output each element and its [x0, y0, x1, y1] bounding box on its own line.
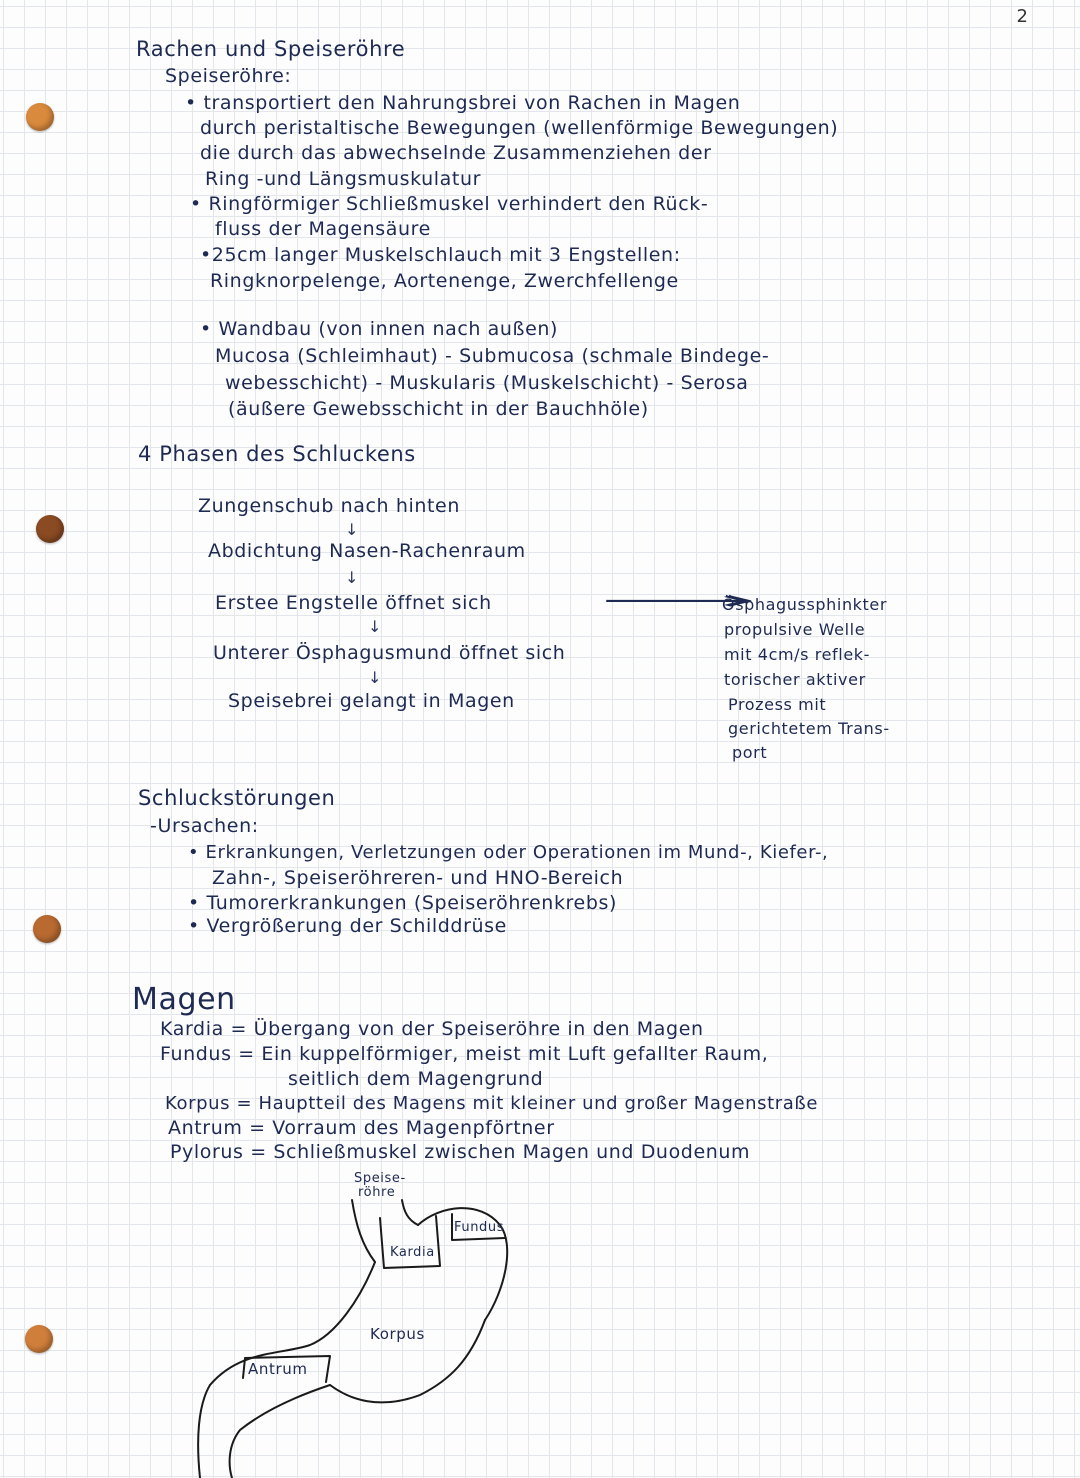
side-arrow-icon: ⟶ [600, 586, 760, 616]
definition-line: Pylorus = Schließmuskel zwischen Magen und Duodenum [170, 1141, 751, 1163]
side-note-line: port [732, 743, 768, 762]
section-title-magen: Magen [132, 982, 236, 1017]
definition-line: Antrum = Vorraum des Magenpförtner [168, 1117, 555, 1139]
page-number: 2 [1016, 6, 1028, 27]
definition-line: Kardia = Übergang von der Speiseröhre in den Magen [160, 1018, 704, 1040]
definition-line: seitlich dem Magengrund [288, 1068, 544, 1090]
down-arrow-icon: ↓ [345, 568, 359, 587]
note-line: •25cm langer Muskelschlauch mit 3 Engstellen: [200, 244, 681, 266]
diagram-label-korpus: Korpus [370, 1325, 425, 1343]
note-line: • Ringförmiger Schließmuskel verhindert den Rück- [190, 193, 709, 215]
phase-step: Erstee Engstelle öffnet sich [215, 592, 492, 614]
note-line: Zahn-, Speiseröhreren- und HNO-Bereich [212, 867, 624, 889]
diagram-label-kardia: Kardia [390, 1245, 435, 1260]
note-line: durch peristaltische Bewegungen (wellenförmige Bewegungen) [200, 117, 839, 139]
subtitle-ursachen: -Ursachen: [150, 815, 259, 837]
note-line: (äußere Gewebsschicht in der Bauchhöle) [228, 398, 649, 420]
note-line: • Erkrankungen, Verletzungen oder Operationen im Mund-, Kiefer-, [188, 842, 829, 863]
side-note-line: Ösphagussphinkter [722, 595, 888, 614]
note-line: fluss der Magensäure [215, 218, 431, 240]
side-note-line: Prozess mit [728, 695, 827, 714]
phase-step: Zungenschub nach hinten [198, 495, 460, 517]
phase-step: Speisebrei gelangt in Magen [228, 690, 515, 712]
down-arrow-icon: ↓ [368, 668, 382, 687]
diagram-label-antrum: Antrum [248, 1360, 308, 1378]
section-title-rachen: Rachen und Speiseröhre [136, 37, 406, 61]
definition-line: Korpus = Hauptteil des Magens mit kleiner und großer Magenstraße [165, 1093, 819, 1114]
phase-step: Abdichtung Nasen-Rachenraum [208, 540, 526, 562]
diagram-label-fundus: Fundus [454, 1220, 505, 1235]
note-line: Ringknorpelenge, Aortenenge, Zwerchfellenge [210, 270, 679, 292]
section-title-schluckstoerungen: Schluckstörungen [138, 786, 336, 810]
down-arrow-icon: ↓ [368, 617, 382, 636]
note-line: • transportiert den Nahrungsbrei von Rachen in Magen [185, 92, 741, 114]
note-line: • Vergrößerung der Schilddrüse [188, 915, 507, 937]
phase-step: Unterer Ösphagusmund öffnet sich [213, 642, 566, 664]
down-arrow-icon: ↓ [345, 520, 359, 539]
diagram-label-speiseroehre: röhre [358, 1185, 396, 1200]
diagram-label-speiseroehre: Speise- [354, 1171, 406, 1186]
side-note-line: propulsive Welle [724, 620, 866, 639]
note-line: • Wandbau (von innen nach außen) [200, 318, 559, 340]
note-line: webesschicht) - Muskularis (Muskelschicht) - Serosa [225, 372, 749, 394]
subtitle-speiseroehre: Speiseröhre: [165, 65, 292, 87]
note-line: Mucosa (Schleimhaut) - Submucosa (schmale Bindege- [215, 345, 770, 367]
note-line: • Tumorerkrankungen (Speiseröhrenkrebs) [188, 892, 618, 914]
side-note-line: gerichtetem Trans- [728, 719, 890, 738]
note-line: Ring -und Längsmuskulatur [205, 168, 482, 190]
side-note-line: torischer aktiver [724, 670, 866, 689]
section-title-schlucken: 4 Phasen des Schluckens [138, 442, 416, 466]
note-line: die durch das abwechselnde Zusammenziehen der [200, 142, 712, 164]
definition-line: Fundus = Ein kuppelförmiger, meist mit Luft gefallter Raum, [160, 1043, 769, 1065]
side-note-line: mit 4cm/s reflek- [724, 645, 870, 664]
